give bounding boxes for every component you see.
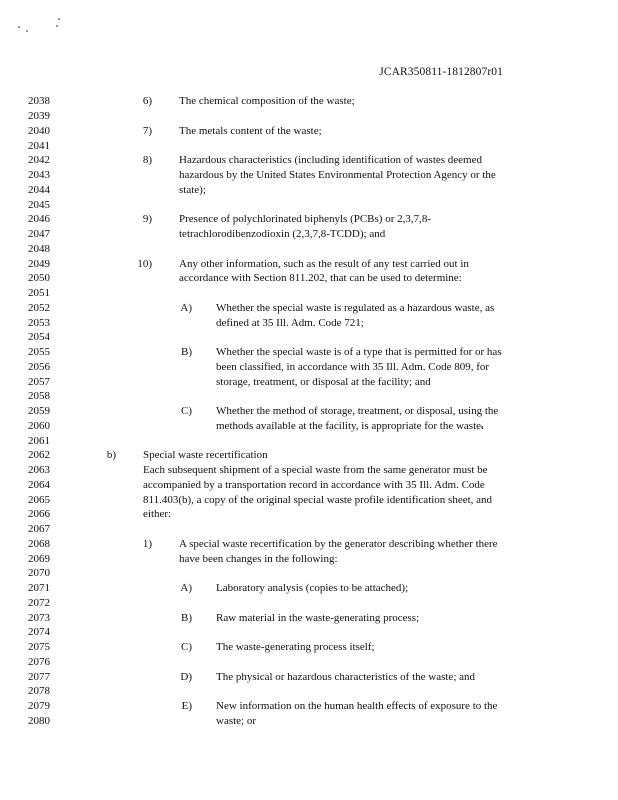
line-number: 2071: [28, 582, 50, 594]
line-number: 2049: [28, 258, 50, 270]
item-text: The metals content of the waste;: [179, 125, 322, 137]
section-text: either:: [143, 508, 172, 520]
item-text: The chemical composition of the waste;: [179, 95, 355, 107]
line-number: 2051: [28, 287, 50, 299]
line-number: 2048: [28, 243, 50, 255]
document-code: JCAR350811-1812807r01: [379, 66, 503, 78]
item-text: hazardous by the United States Environmental Protection Agency or the: [179, 169, 496, 181]
line-number: 2068: [28, 538, 50, 550]
item-text: Any other information, such as the result of any test carried out in: [179, 258, 469, 270]
subitem-label: D): [180, 671, 192, 683]
subitem-label: C): [181, 405, 192, 417]
line-number: 2078: [28, 685, 50, 697]
line-number: 2045: [28, 199, 50, 211]
item-text: Hazardous characteristics (including identification of wastes deemed: [179, 154, 482, 166]
line-number: 2055: [28, 346, 50, 358]
section-text: Each subsequent shipment of a special waste from the same generator must be: [143, 464, 488, 476]
line-number: 2073: [28, 612, 50, 624]
scan-speck: [56, 25, 58, 27]
subitem-label: C): [181, 641, 192, 653]
subitem-text: been classified, in accordance with 35 Ill. Adm. Code 809, for: [216, 361, 490, 373]
line-number: 2042: [28, 154, 50, 166]
line-number: 2061: [28, 435, 50, 447]
line-number: 2064: [28, 479, 50, 491]
line-number: 2072: [28, 597, 50, 609]
line-number: 2053: [28, 317, 50, 329]
subitem-text: methods available at the facility, is appropriate for the waste.: [216, 420, 484, 432]
item-text: Presence of polychlorinated biphenyls (PCBs) or 2,3,7,8-: [179, 213, 432, 225]
line-number: 2070: [28, 567, 50, 579]
line-number: 2043: [28, 169, 50, 181]
scan-speck: [58, 18, 60, 20]
subitem-text: Laboratory analysis (copies to be attached);: [216, 582, 409, 594]
scan-speck: [26, 30, 28, 32]
subitem-label: A): [180, 582, 192, 594]
line-number: 2056: [28, 361, 50, 373]
subitem-text: Raw material in the waste-generating process;: [216, 612, 420, 624]
line-number: 2079: [28, 700, 50, 712]
line-number: 2052: [28, 302, 50, 314]
line-number: 2062: [28, 449, 50, 461]
line-number: 2065: [28, 494, 50, 506]
item-label: 8): [142, 154, 152, 166]
line-number: 2040: [28, 125, 50, 137]
line-number: 2066: [28, 508, 50, 520]
subitem-text: waste; or: [216, 715, 257, 727]
line-number: 2080: [28, 715, 50, 727]
line-number: 2039: [28, 110, 50, 122]
subitem-text: The physical or hazardous characteristics of the waste; and: [216, 671, 476, 683]
item-label: 10): [137, 258, 152, 270]
item-text: A special waste recertification by the generator describing whether there: [179, 538, 498, 550]
item-label: 7): [142, 125, 152, 137]
line-number: 2060: [28, 420, 50, 432]
subitem-text: Whether the special waste is regulated as a hazardous waste, as: [216, 302, 495, 314]
subitem-text: storage, treatment, or disposal at the facility; and: [216, 376, 431, 388]
line-number: 2077: [28, 671, 50, 683]
subitem-text: New information on the human health effects of exposure to the: [216, 700, 498, 712]
section-text: accompanied by a transportation record in accordance with 35 Ill. Adm. Code: [143, 479, 485, 491]
subitem-text: defined at 35 Ill. Adm. Code 721;: [216, 317, 364, 329]
section-text: 811.403(b), a copy of the original special waste profile identification sheet, and: [143, 494, 493, 506]
line-number: 2075: [28, 641, 50, 653]
section-heading: Special waste recertification: [143, 449, 268, 461]
scan-specks: [14, 16, 74, 46]
item-text: have been changes in the following:: [179, 553, 338, 565]
subitem-text: Whether the method of storage, treatment, or disposal, using the: [216, 405, 499, 417]
line-number: 2067: [28, 523, 50, 535]
item-text: accordance with Section 811.202, that can be used to determine:: [179, 272, 462, 284]
subitem-label: B): [181, 612, 192, 624]
line-number: 2050: [28, 272, 50, 284]
line-number: 2057: [28, 376, 50, 388]
subitem-label: B): [181, 346, 192, 358]
item-label: 9): [142, 213, 152, 225]
item-label: 6): [142, 95, 152, 107]
line-number: 2046: [28, 213, 50, 225]
line-number: 2059: [28, 405, 50, 417]
subitem-text: Whether the special waste is of a type that is permitted for or has: [216, 346, 502, 358]
line-number: 2044: [28, 184, 50, 196]
line-number: 2054: [28, 331, 50, 343]
section-label: b): [106, 449, 116, 461]
line-number: 2074: [28, 626, 50, 638]
line-number: 2069: [28, 553, 50, 565]
line-number: 2076: [28, 656, 50, 668]
subitem-label: E): [181, 700, 192, 712]
item-text: state);: [179, 184, 206, 196]
subitem-label: A): [180, 302, 192, 314]
line-number: 2038: [28, 95, 50, 107]
scan-speck: [18, 26, 20, 28]
subitem-text: The waste-generating process itself;: [216, 641, 375, 653]
item-text: tetrachlorodibenzodioxin (2,3,7,8-TCDD); and: [179, 228, 386, 240]
line-number: 2041: [28, 140, 50, 152]
line-number: 2063: [28, 464, 50, 476]
line-number: 2047: [28, 228, 50, 240]
item-label: 1): [142, 538, 152, 550]
line-number: 2058: [28, 390, 50, 402]
